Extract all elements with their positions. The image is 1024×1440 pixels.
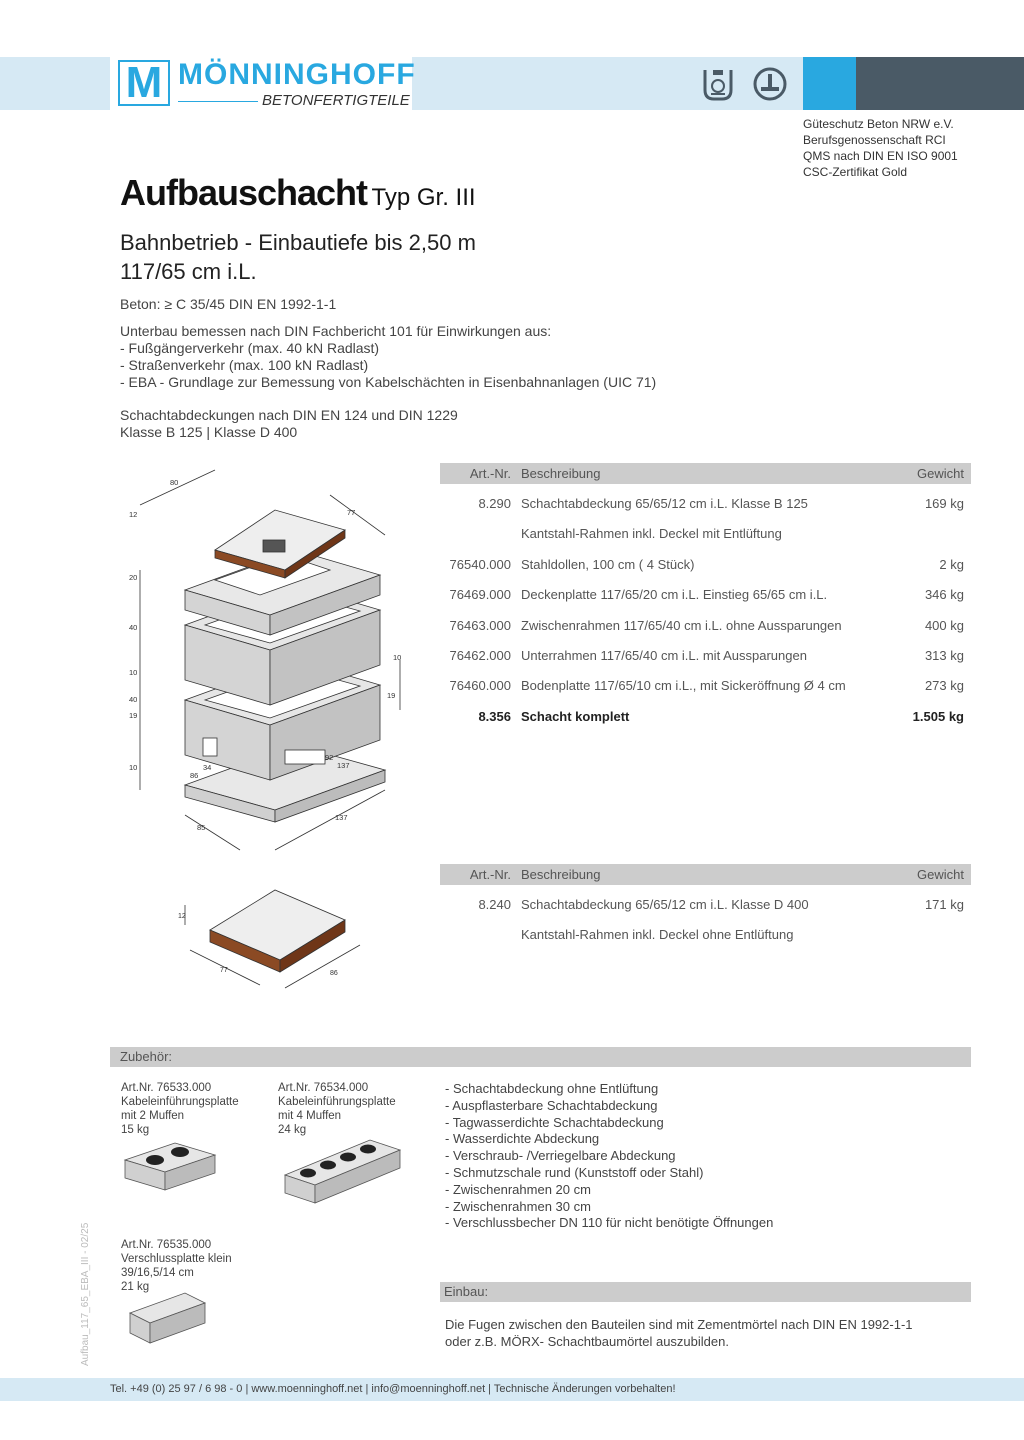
installation-line: Die Fugen zwischen den Bauteilen sind mit Zementmörtel nach DIN EN 1992-1-1 (445, 1317, 913, 1332)
cell-weight: 400 kg (924, 617, 964, 633)
document-code: Aufbau_117_65_EBA_III - 02/25 (80, 1222, 91, 1366)
dim-label: 86 (190, 771, 199, 780)
table-header (440, 864, 971, 885)
page-title (120, 172, 476, 219)
dim-label: 40 (129, 623, 138, 632)
list-item: - Tagwasserdichte Schachtabdeckung (445, 1114, 664, 1130)
list-item: - Auspflasterbare Schachtabdeckung (445, 1097, 658, 1113)
installation-text (445, 1316, 913, 1350)
installation-line: oder z.B. MÖRX- Schachtbaumörtel auszubilden. (445, 1334, 729, 1349)
cell-desc: Schachtabdeckung 65/65/12 cm i.L. Klasse D 400 (521, 897, 809, 912)
cell-weight: 313 kg (924, 647, 964, 663)
cell-art: 76460.000 (449, 678, 511, 694)
cell-art: 76469.000 (449, 587, 511, 603)
dim-label: 34 (203, 763, 212, 772)
table-header (440, 463, 971, 484)
dim-label: 77 (347, 508, 356, 517)
dim-label: 20 (129, 573, 138, 582)
cell-art: 76462.000 (449, 647, 511, 663)
installation-bar: Einbau: (440, 1282, 971, 1302)
accessory-options-list (445, 1081, 773, 1232)
accessory-item (278, 1081, 396, 1137)
cover-d400-diagram (170, 880, 380, 990)
footer: Tel. +49 (0) 25 97 / 6 98 - 0 | www.moenninghoff.net | info@moenninghoff.net | Technische Änderungen vorbehalten! (0, 1378, 1024, 1401)
list-item: - Schachtabdeckung ohne Entlüftung (445, 1081, 659, 1096)
logo-subtitle: BETONFERTIGTEILE (262, 92, 410, 109)
cell-weight: 346 kg (924, 587, 964, 603)
cell-weight: 273 kg (924, 678, 964, 694)
cell-desc: Bodenplatte 117/65/10 cm i.L., mit Sickeröffnung Ø 4 cm (521, 678, 846, 694)
table-row (440, 671, 971, 701)
accessories-bar: Zubehör: (110, 1047, 971, 1067)
dim-label: 137 (337, 761, 350, 770)
accessory-line: 21 kg (121, 1281, 150, 1293)
cable-plate-4-image (280, 1135, 405, 1205)
dim-label: 80 (170, 478, 179, 487)
dim-label: 40 (129, 695, 138, 704)
table-row (440, 611, 971, 641)
cell-desc: Zwischenrahmen 117/65/40 cm i.L. ohne Aussparungen (521, 617, 842, 633)
dim-label: 19 (129, 711, 138, 720)
header-weight: Gewicht (917, 867, 964, 882)
accessory-item (121, 1238, 232, 1294)
logo-name: MÖNNINGHOFF (178, 58, 416, 91)
accessory-line: mit 4 Muffen (278, 1110, 342, 1122)
dim-label: 85 (197, 823, 206, 832)
shaft-exploded-diagram (115, 460, 415, 860)
cell-desc: Stahldollen, 100 cm ( 4 Stück) (521, 556, 695, 572)
design-line: - EBA - Grundlage zur Bemessung von Kabelschächten in Eisenbahnanlagen (UIC 71) (120, 374, 657, 390)
closure-plate-image (125, 1288, 210, 1348)
parts-table (440, 463, 971, 732)
company-logo (110, 57, 416, 110)
cell-weight: 171 kg (924, 897, 964, 912)
cell-weight: 2 kg (939, 556, 964, 572)
concrete-spec: Beton: ≥ C 35/45 DIN EN 1992-1-1 (120, 296, 337, 312)
cell-desc: Deckenplatte 117/65/20 cm i.L. Einstieg 65/65 cm i.L. (521, 587, 828, 603)
table-row (440, 580, 971, 610)
title-main: Aufbauschacht (120, 172, 368, 213)
logo-mark: M (118, 60, 170, 106)
list-item: - Schmutzschale rund (Kunststoff oder Stahl) (445, 1164, 704, 1180)
accessory-line: Art.Nr. 76534.000 (278, 1082, 369, 1094)
cell-weight: 1.505 kg (912, 708, 964, 724)
header-desc: Beschreibung (521, 867, 601, 882)
list-item: - Wasserdichte Abdeckung (445, 1131, 600, 1147)
accessory-line: 15 kg (121, 1124, 150, 1136)
dim-label: 19 (387, 691, 396, 700)
certifications (803, 116, 958, 180)
subtitle (120, 228, 476, 286)
table-row (440, 550, 971, 580)
accessory-line: Art.Nr. 76533.000 (121, 1082, 212, 1094)
cover-line: Schachtabdeckungen nach DIN EN 124 und DIN 1229 (120, 407, 458, 423)
dim-label: 86 (330, 970, 338, 977)
design-spec (120, 323, 656, 391)
cell-art: 8.240 (478, 897, 511, 912)
design-line: Unterbau bemessen nach DIN Fachbericht 101 für Einwirkungen aus: (120, 323, 552, 339)
cell-art: 8.356 (478, 708, 511, 724)
cover-table (440, 864, 971, 951)
cell-desc: Schacht komplett (521, 708, 630, 724)
cert-line: CSC-Zertifikat Gold (803, 165, 908, 179)
header-art: Art.-Nr. (469, 466, 511, 481)
design-line: - Straßenverkehr (max. 100 kN Radlast) (120, 357, 369, 373)
table-row (440, 519, 971, 549)
title-type: Typ Gr. III (371, 184, 476, 211)
list-item: - Zwischenrahmen 30 cm (445, 1198, 591, 1214)
logo-line (178, 101, 258, 102)
accessory-line: Kabeleinführungsplatte (121, 1096, 239, 1108)
table-row (440, 489, 971, 519)
cell-weight: 169 kg (924, 496, 964, 511)
table-row (440, 920, 971, 950)
cert-line: Berufsgenossenschaft RCI (803, 133, 946, 147)
cert-line: QMS nach DIN EN ISO 9001 (803, 149, 958, 163)
header-accent-blue (803, 57, 856, 110)
dim-label: 10 (393, 653, 402, 662)
accessory-line: Art.Nr. 76535.000 (121, 1239, 212, 1251)
header-desc: Beschreibung (521, 466, 601, 481)
dim-label: 137 (335, 813, 348, 822)
cell-art: 76540.000 (449, 556, 511, 572)
accessory-line: Verschlussplatte klein (121, 1253, 232, 1265)
subtitle-line: Bahnbetrieb - Einbautiefe bis 2,50 m (120, 230, 476, 255)
cell-desc: Unterrahmen 117/65/40 cm i.L. mit Aussparungen (521, 647, 807, 663)
safety-mark-icon (752, 66, 788, 102)
list-item: - Verschlussbecher DN 110 für nicht benötigte Öffnungen (445, 1215, 774, 1231)
accessory-line: 24 kg (278, 1124, 307, 1136)
cert-line: Güteschutz Beton NRW e.V. (803, 117, 954, 131)
subtitle-line: 117/65 cm i.L. (120, 259, 257, 284)
header-weight: Gewicht (917, 466, 964, 481)
cell-art: 8.290 (478, 496, 511, 511)
cell-desc: Schachtabdeckung 65/65/12 cm i.L. Klasse B 125 (521, 496, 808, 511)
accessory-item (121, 1081, 239, 1137)
list-item: - Zwischenrahmen 20 cm (445, 1181, 591, 1197)
dim-label: 10 (129, 668, 138, 677)
table-row (440, 890, 971, 920)
accessory-line: Kabeleinführungsplatte (278, 1096, 396, 1108)
header-art: Art.-Nr. (469, 867, 511, 882)
cable-plate-2-image (120, 1135, 220, 1195)
list-item: - Verschraub- /Verriegelbare Abdeckung (445, 1148, 676, 1164)
table-total-row (440, 702, 971, 732)
dim-label: 12 (178, 913, 186, 920)
accessory-line: 39/16,5/14 cm (121, 1267, 194, 1279)
cover-spec (120, 407, 458, 441)
dim-label: 12 (129, 510, 138, 519)
accessory-line: mit 2 Muffen (121, 1110, 185, 1122)
cell-desc: Kantstahl-Rahmen inkl. Deckel mit Entlüftung (521, 526, 782, 542)
dim-label: 77 (220, 967, 228, 974)
header-accent-dark (856, 57, 1024, 110)
quality-mark-icon (700, 66, 736, 102)
design-line: - Fußgängerverkehr (max. 40 kN Radlast) (120, 340, 380, 356)
cell-desc: Kantstahl-Rahmen inkl. Deckel ohne Entlüftung (521, 927, 794, 943)
cover-line: Klasse B 125 | Klasse D 400 (120, 424, 298, 440)
dim-label: 92 (325, 753, 334, 762)
cell-art: 76463.000 (449, 617, 511, 633)
table-row (440, 641, 971, 671)
dim-label: 10 (129, 763, 138, 772)
